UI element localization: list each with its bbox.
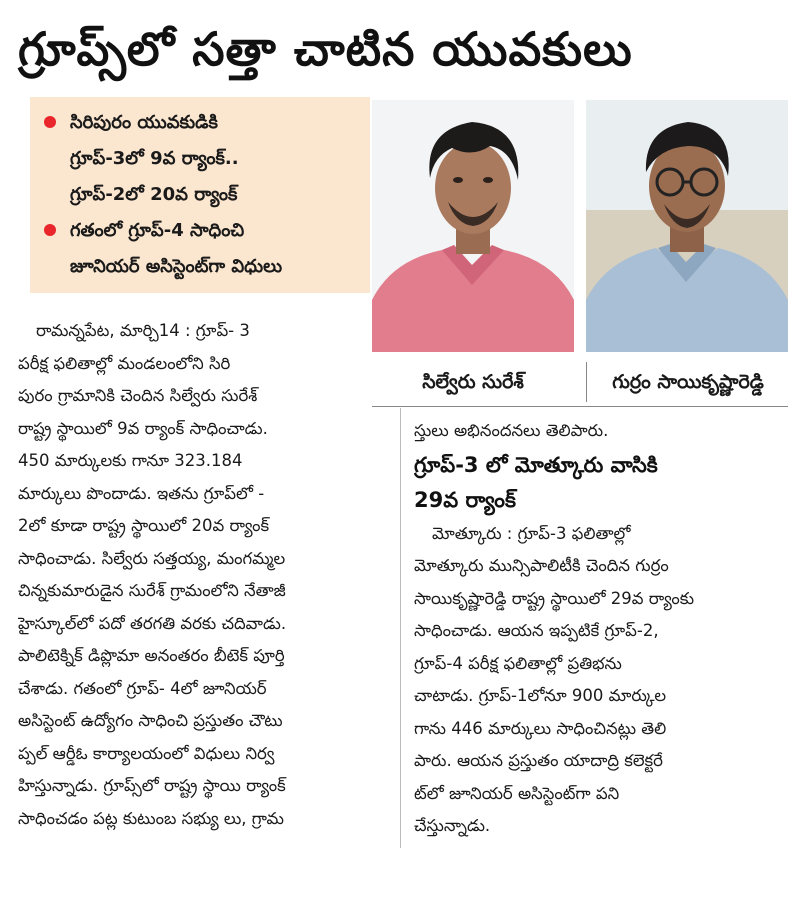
body-line: మోత్కూరు మున్సిపాలిటీకి చెందిన గుర్రం xyxy=(414,556,669,575)
body-line: చాటాడు. గ్రూప్-1లోనూ 900 మార్కుల xyxy=(414,686,667,705)
story-2-heading: గ్రూప్-3 లో మోత్కూరు వాసికి xyxy=(414,452,658,477)
body-line: అసిస్టెంట్ ఉద్యోగం సాధించి ప్రస్తుతం చౌటు xyxy=(18,711,283,730)
body-line: రామన్నపేట, మార్చి14 : గ్రూప్- 3 xyxy=(36,321,250,340)
story-1-body xyxy=(18,315,388,835)
body-line: చేస్తున్నాడు. xyxy=(414,816,491,835)
body-line: గ్రూప్-4 పరీక్ష ఫలితాల్లో ప్రతిభను xyxy=(414,653,622,673)
body-line: రాష్ట్ర స్థాయిలో 9వ ర్యాంక్ సాధించాడు. xyxy=(18,418,268,438)
body-line: సాధించాడు. సిల్వేరు సత్తయ్య, మంగమ్మల xyxy=(18,548,286,568)
body-line: పాలిటెక్నిక్ డిప్లొమా అనంతరం బీటెక్ పూర్తి xyxy=(18,646,285,665)
right-column xyxy=(414,415,786,843)
headline: గ్రూప్స్‌లో సత్తా చాటిన యువకులు xyxy=(18,22,633,76)
body-line: 450 మార్కులకు గానూ 323.184 xyxy=(18,451,243,470)
story-2-heading: 29వ ర్యాంక్ xyxy=(414,487,516,512)
body-line: చేశాడు. గతంలో గ్రూప్- 4లో జూనియర్ xyxy=(18,678,267,698)
story-1-continuation: స్తులు అభినందనలు తెలిపారు. xyxy=(414,421,609,440)
person-photo-icon xyxy=(372,100,574,352)
highlight-item xyxy=(44,213,362,285)
highlight-line: గ్రూప్-2లో 20వ ర్యాంక్ xyxy=(70,184,238,205)
body-line: సాధించడం పట్ల కుటుంబ సభ్యు లు, గ్రామ xyxy=(18,808,284,828)
body-line: పరీక్ష ఫలితాల్లో మండలంలోని సిరి xyxy=(18,353,231,373)
body-line: సాయికృష్ణారెడ్డి రాష్ట్ర స్థాయిలో 29వ ర్యాంకు xyxy=(414,588,695,608)
photo-caption: సిల్వేరు సురేశ్ xyxy=(422,371,524,393)
highlight-line: సిరిపురం యువకుడికి xyxy=(70,112,218,133)
body-line: ట్‌లో జూనియర్ అసిస్టెంట్‌గా పని xyxy=(414,783,620,803)
body-line: 2లో కూడా రాష్ట్ర స్థాయిలో 20వ ర్యాంక్ xyxy=(18,516,270,535)
highlight-line: గ్రూప్-3లో 9వ ర్యాంక్.. xyxy=(70,148,239,169)
body-line: మార్కులు పొందాడు. ఇతను గ్రూప్‌లో - xyxy=(18,483,265,503)
body-line: చిన్నకుమారుడైన సురేశ్ గ్రామంలోని నేతాజీ xyxy=(18,581,286,600)
body-line: సాధించాడు. ఆయన ఇప్పటికే గ్రూప్-2, xyxy=(414,621,659,640)
photo-caption: గుర్రం సాయికృష్ణారెడ్డి xyxy=(586,362,789,402)
body-line: హిస్తున్నాడు. గ్రూప్స్‌లో రాష్ట్ర స్థాయి ర్యాంక్ xyxy=(18,776,286,795)
person-photo-icon xyxy=(586,100,788,352)
highlight-line: గతంలో గ్రూప్-4 సాధించి xyxy=(70,220,245,241)
body-line: పారు. ఆయన ప్రస్తుతం యాదాద్రి కలెక్టరే xyxy=(414,751,663,770)
highlights-box xyxy=(30,97,370,293)
body-line: ప్పల్ ఆర్డీఓ కార్యాలయంలో విధులు నిర్వ xyxy=(18,743,275,763)
column-divider xyxy=(400,408,401,848)
divider xyxy=(372,406,788,407)
bullet-icon xyxy=(44,116,56,128)
body-line: పురం గ్రామానికి చెందిన సిల్వేరు సురేశ్ xyxy=(18,386,258,405)
body-line: హైస్కూల్‌లో పదో తరగతి వరకు చదివాడు. xyxy=(18,613,287,633)
body-line: మోత్కూరు : గ్రూప్-3 ఫలితాల్లో xyxy=(432,523,631,543)
bullet-icon xyxy=(44,224,56,236)
highlight-line: జూనియర్ అసిస్టెంట్‌గా విధులు xyxy=(70,256,283,277)
body-line: గాను 446 మార్కులు సాధించినట్లు తెలి xyxy=(414,718,667,738)
highlight-item xyxy=(44,105,362,213)
